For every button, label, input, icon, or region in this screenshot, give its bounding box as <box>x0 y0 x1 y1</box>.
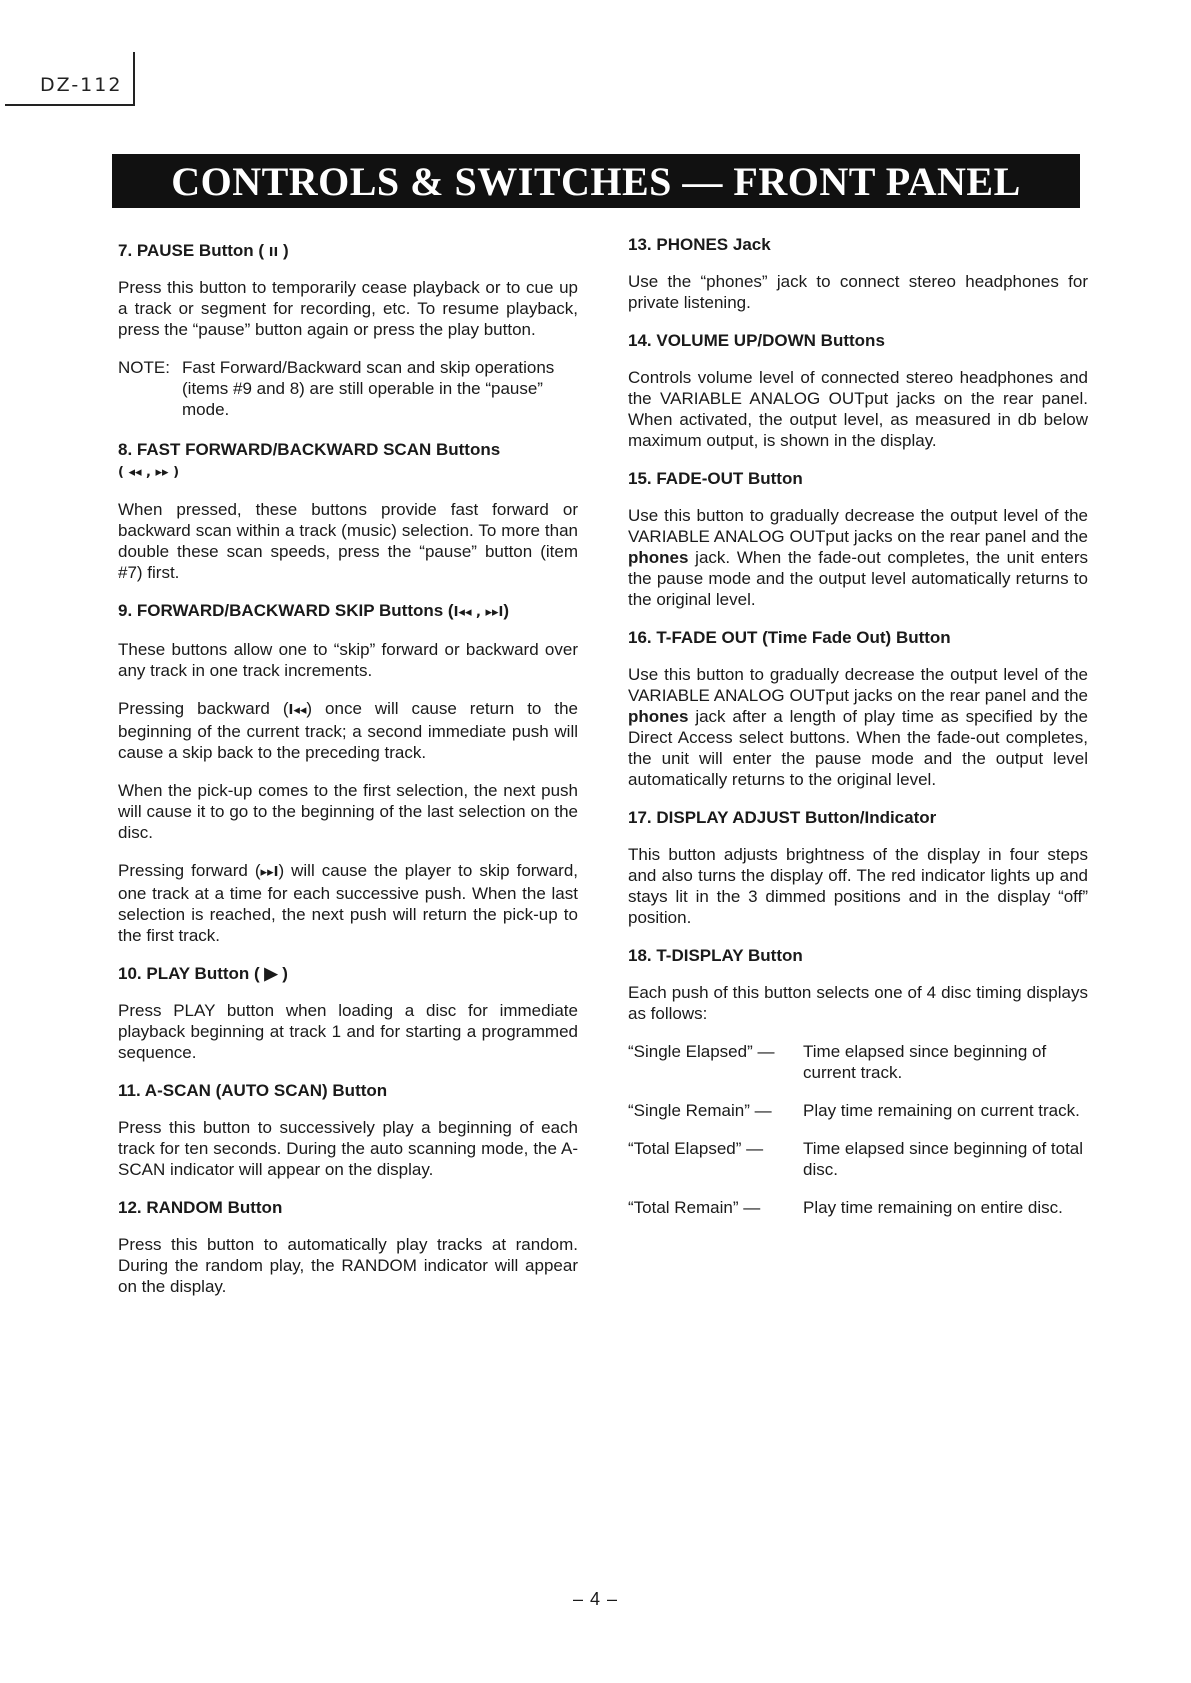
section-pause <box>118 240 578 420</box>
mode-name: “Total Elapsed” — <box>628 1139 764 1158</box>
section-body: These buttons allow one to “skip” forward or backward over any track in one track increments. <box>118 640 578 680</box>
text-part: Use this button to gradually decrease the output level of the VARIABLE ANALOG OUTput jacks on the rear panel and the <box>628 506 1088 546</box>
section-title: 12. RANDOM Button <box>118 1198 283 1217</box>
section-phones <box>628 234 1088 313</box>
page-number: – 4 – <box>572 1589 619 1609</box>
text-part: ) once will cause return to the beginning of the current track; a second immediate push will cause a skip back to the preceding track. <box>118 699 578 762</box>
section-skip <box>118 600 578 946</box>
mode-row <box>628 1100 1088 1121</box>
note-text: Fast Forward/Backward scan and skip operations (items #9 and 8) are still operable in the “pause” mode. <box>182 358 555 419</box>
section-title-end: ) <box>503 601 510 620</box>
section-body: Press this button to automatically play tracks at random. During the random play, the RANDOM indicator will appear on the display. <box>118 1235 578 1296</box>
section-body: Each push of this button selects one of 4 disc timing displays as follows: <box>628 983 1088 1023</box>
header-rule-horizontal <box>5 104 135 106</box>
text-part: jack after a length of play time as specified by the Direct Access select buttons. When the fade-out completes, the unit will enter the pause mode and the output level automatically returns to the original level. <box>628 707 1088 789</box>
section-auto-scan <box>118 1080 578 1180</box>
section-body <box>628 664 1088 790</box>
mode-name: “Total Remain” — <box>628 1198 761 1217</box>
section-title: 18. T-DISPLAY Button <box>628 946 803 965</box>
mode-row <box>628 1041 1088 1083</box>
mode-desc: Play time remaining on current track. <box>803 1101 1080 1120</box>
section-body <box>628 505 1088 610</box>
section-body: Press PLAY button when loading a disc for immediate playback beginning at track 1 and for starting a programmed sequence. <box>118 1001 578 1062</box>
text-part: Use this button to gradually decrease the output level of the VARIABLE ANALOG OUTput jacks on the rear panel and the <box>628 665 1088 705</box>
section-body <box>118 698 578 763</box>
skip-back-icon: I◂◂ <box>288 703 307 718</box>
section-title: 14. VOLUME UP/DOWN Buttons <box>628 331 885 350</box>
mode-desc: Time elapsed since beginning of total disc. <box>803 1139 1084 1179</box>
section-banner: CONTROLS & SWITCHES — FRONT PANEL <box>112 154 1080 208</box>
text-part: ) will cause the player to skip forward, one track at a time for each successive push. When the last selection is reached, the next push will return the pick-up to the first track. <box>118 861 578 945</box>
section-body: When the pick-up comes to the first selection, the next push will cause it to go to the beginning of the last selection on the disc. <box>118 781 578 842</box>
section-title-text: 8. FAST FORWARD/BACKWARD SCAN Buttons <box>118 440 501 459</box>
mode-desc: Time elapsed since beginning of current track. <box>803 1042 1047 1082</box>
section-body: Use the “phones” jack to connect stereo headphones for private listening. <box>628 272 1088 312</box>
keyword: phones <box>628 707 689 726</box>
mode-name: “Single Elapsed” — <box>628 1042 775 1061</box>
section-t-display <box>628 945 1088 1218</box>
note <box>118 357 578 420</box>
section-time-fade-out <box>628 627 1088 790</box>
text-part: Pressing forward ( <box>118 861 261 880</box>
left-column <box>118 240 578 1314</box>
section-title: 7. PAUSE Button ( ıı ) <box>118 241 289 260</box>
section-play <box>118 963 578 1063</box>
section-title <box>118 439 578 483</box>
section-title: 16. T-FADE OUT (Time Fade Out) Button <box>628 628 951 647</box>
mode-row <box>628 1138 1088 1180</box>
right-column <box>628 234 1088 1235</box>
section-body: When pressed, these buttons provide fast forward or backward scan within a track (music) selection. To more than double these scan speeds, press the “pause” button (item #7) first. <box>118 500 578 582</box>
mode-desc: Play time remaining on entire disc. <box>803 1198 1063 1217</box>
section-title: 17. DISPLAY ADJUST Button/Indicator <box>628 808 937 827</box>
mode-row <box>628 1197 1088 1218</box>
section-title: 13. PHONES Jack <box>628 235 771 254</box>
text-part: jack. When the fade-out completes, the unit enters the pause mode and the output level automatically returns to the original level. <box>628 548 1088 609</box>
section-fade-out <box>628 468 1088 610</box>
section-body: This button adjusts brightness of the display in four steps and also turns the display off. The red indicator lights up and stays lit in the 3 dimmed positions and in the display “off” position. <box>628 845 1088 927</box>
section-title: 11. A-SCAN (AUTO SCAN) Button <box>118 1081 388 1100</box>
skip-glyphs: I◂◂ , ▸▸I <box>453 605 504 620</box>
section-volume <box>628 330 1088 451</box>
mode-name: “Single Remain” — <box>628 1101 772 1120</box>
text-part: Pressing backward ( <box>118 699 289 718</box>
section-body: Controls volume level of connected stereo headphones and the VARIABLE ANALOG OUTput jacks on the rear panel. When activated, the output level, as measured in db below maximum output, is shown in the display. <box>628 368 1088 450</box>
section-body: Press this button to successively play a beginning of each track for ten seconds. During the auto scanning mode, the A-SCAN indicator will appear on the display. <box>118 1118 578 1179</box>
header-rule-vertical <box>133 52 135 106</box>
section-title: 10. PLAY Button ( ▶ ) <box>118 964 288 983</box>
section-body: Press this button to temporarily cease playback or to cue up a track or segment for recording, etc. To resume playback, press the “pause” button again or press the play button. <box>118 278 578 339</box>
model-number: DZ-112 <box>40 74 123 96</box>
keyword: phones <box>628 548 689 567</box>
section-title-text: 9. FORWARD/BACKWARD SKIP Buttons ( <box>118 601 454 620</box>
section-scan <box>118 439 578 583</box>
note-label: NOTE: <box>118 358 170 377</box>
display-modes <box>628 1041 1088 1218</box>
skip-forward-icon: ▸▸I <box>260 865 279 880</box>
section-title: 15. FADE-OUT Button <box>628 469 803 488</box>
section-display-adjust <box>628 807 1088 928</box>
section-random <box>118 1197 578 1297</box>
section-body <box>118 860 578 946</box>
scan-glyphs: ( ◂◂ , ▸▸ ) <box>118 465 180 480</box>
section-title <box>118 600 578 623</box>
